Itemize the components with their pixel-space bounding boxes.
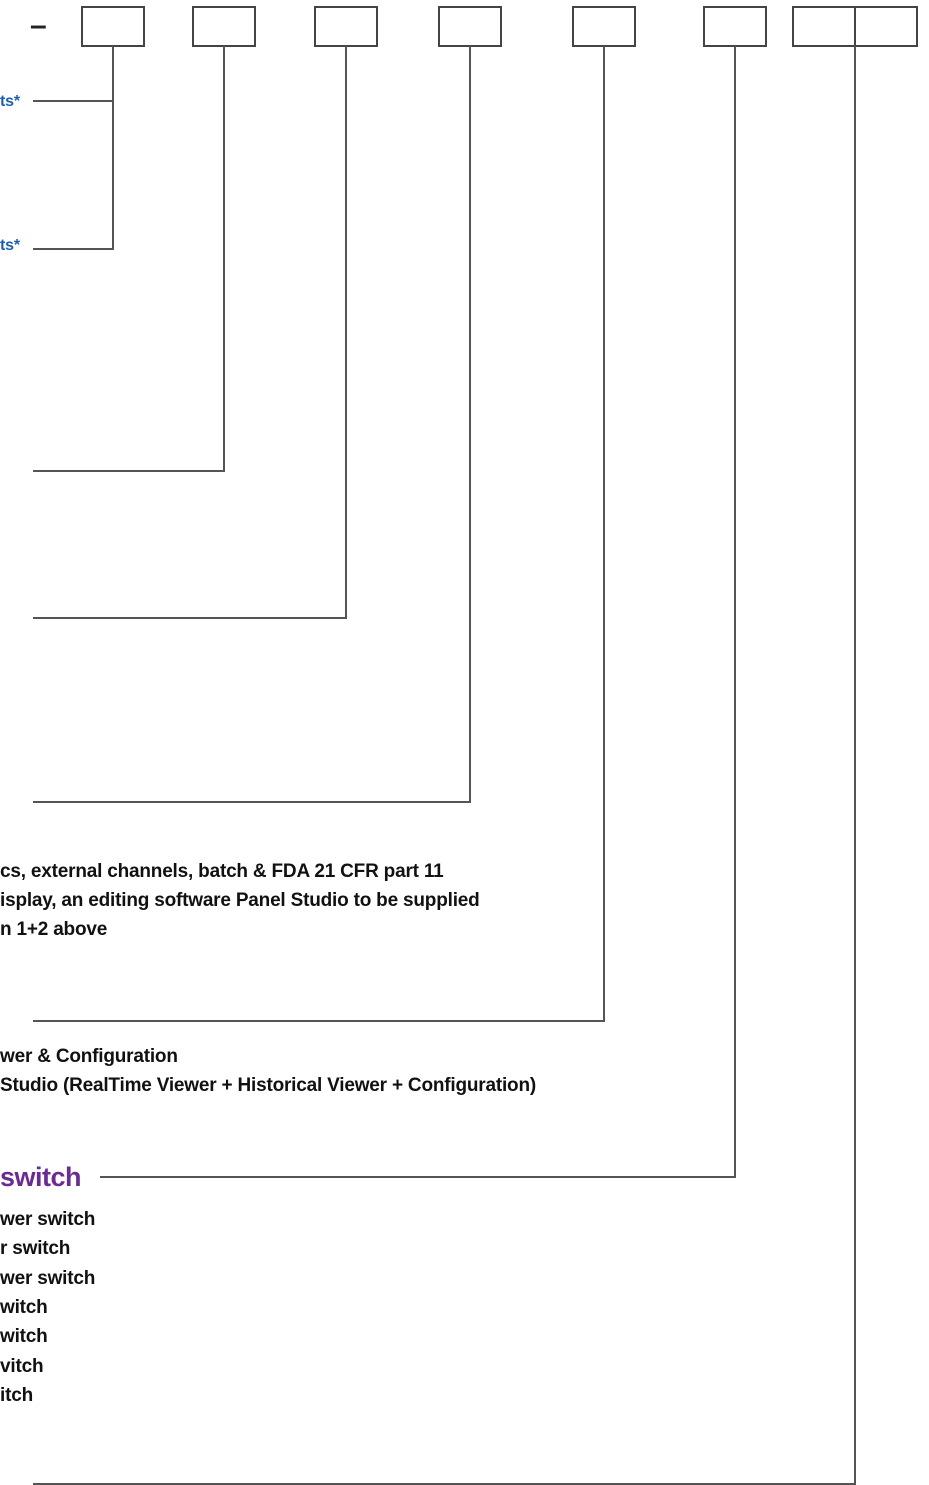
slot-6-option-7: itch [0,1385,33,1406]
slot-4-connector [33,46,470,802]
slot-6-heading: switch [0,1162,82,1192]
slot-5-line-2: Studio (RealTime Viewer + Historical Viewer + Configuration) [0,1075,536,1096]
code-separator: – [30,9,47,42]
slot-4-line-2: isplay, an editing software Panel Studio to be supplied [0,890,480,911]
slot-4-line-1: cs, external channels, batch & FDA 21 CFR part 11 [0,861,444,882]
code-slot-2-box [193,7,255,46]
code-slot-7-box [793,7,855,46]
code-slot-1-box [82,7,144,46]
slot-7-connector [33,46,855,1484]
code-slot-3-box [315,7,377,46]
slot-6-option-2: r switch [0,1238,71,1259]
slot-1-option-b-label: ts* [0,237,20,254]
code-slot-5-box [573,7,635,46]
slot-4-line-3: n 1+2 above [0,919,108,940]
slot-3-connector [33,46,346,618]
slot-1-connector [33,46,113,249]
slot-2-connector [33,46,224,471]
slot-6-option-3: wer switch [0,1268,96,1289]
slot-6-connector [100,46,735,1177]
slot-6-option-5: witch [0,1326,48,1347]
slot-5-line-1: wer & Configuration [0,1046,178,1067]
code-slot-6-box [704,7,766,46]
slot-6-option-6: vitch [0,1356,44,1377]
slot-1-option-a-label: ts* [0,93,20,110]
slot-6-option-4: witch [0,1297,48,1318]
code-slot-8-box [855,7,917,46]
code-slot-4-box [439,7,501,46]
slot-6-option-1: wer switch [0,1209,96,1230]
